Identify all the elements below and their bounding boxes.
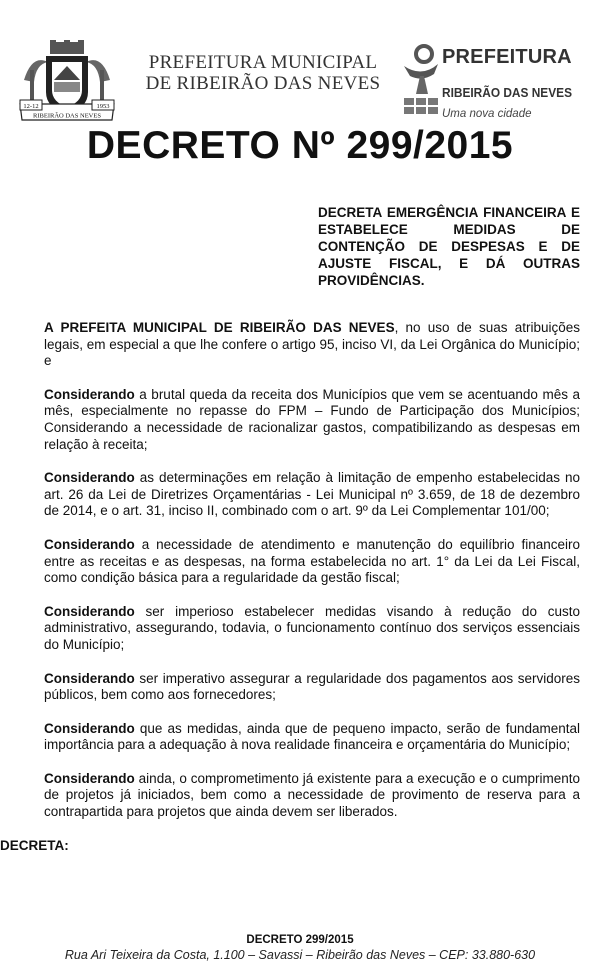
prefeitura-logo: [398, 38, 588, 133]
considerando-text: ser imperativo assegurar a regularidade dos pagamentos aos servidores públicos, bem como aos fornecedores;: [44, 670, 580, 703]
municipality-name: [128, 52, 398, 94]
letterhead: [0, 22, 600, 120]
footer-address: Rua Ari Teixeira da Costa, 1.100 – Savassi – Ribeirão das Neves – CEP: 33.880-630: [64, 948, 536, 962]
considerando-text: as determinações em relação à limitação de empenho estabelecidas no art. 26 da Lei de Diretrizes Orçamentárias - Lei Municipal nº 3.659, de 18 de dezembro de 2014, e o art. 31, inciso II, combinado com o art. 9º da Lei Complementar 101/00;: [44, 470, 580, 519]
footer-decree-title: DECRETO 299/2015: [246, 934, 354, 946]
decree-ementa: DECRETA EMERGÊNCIA FINANCEIRA E ESTABELECE MEDIDAS DE CONTENÇÃO DE DESPESAS E DE AJUSTE FISCAL, E DÁ OUTRAS PROVIDÊNCIAS.: [318, 205, 580, 288]
logo-slogan: Uma nova cidade: [442, 108, 532, 120]
coat-ribbon-text: RIBEIRÃO DAS NEVES: [33, 112, 101, 120]
considerando-text: ser imperioso estabelecer medidas visando à redução do custo administrativo, assegurando, todavia, o funcionamento contínuo dos serviços essenciais do Município;: [44, 603, 580, 652]
coat-year-left: 12-12: [23, 103, 39, 110]
municipality-line-1: PREFEITURA MUNICIPAL: [148, 52, 378, 73]
coat-of-arms-icon: [16, 40, 118, 128]
considerando-paragraph: [0, 537, 580, 587]
coat-year-right: 1953: [96, 103, 110, 110]
considerando-keyword: Considerando: [44, 770, 135, 786]
intro-rest: , no uso de suas atribuições legais, em especial a que lhe confere o artigo 95, inciso VI, da Lei Orgânica do Município; e: [44, 320, 581, 369]
logo-subtitle: RIBEIRÃO DAS NEVES: [442, 86, 573, 100]
considerando-paragraph: [0, 771, 580, 821]
considerando-paragraph: [0, 470, 580, 520]
prefeitura-logo-icon: [398, 44, 442, 124]
considerando-paragraph: [0, 604, 580, 654]
decreta-label: DECRETA:: [0, 837, 69, 853]
considerando-text: a necessidade de atendimento e manutenção do equilíbrio financeiro entre as receitas e as despesas, na forma estabelecida no art. 1° da Lei da Lei Fiscal, como condição básica para a regularidade da gestão fiscal;: [44, 536, 580, 586]
intro-paragraph: [0, 320, 580, 370]
considerando-text: que as medidas, ainda que de pequeno impacto, serão de fundamental importância para a adequação à nova realidade financeira e orçamentária do Município;: [44, 720, 580, 753]
considerando-paragraph: [0, 671, 580, 704]
decree-body: [0, 320, 580, 871]
decree-title: DECRETO Nº 299/2015: [86, 124, 514, 167]
logo-title: PREFEITURA: [442, 46, 572, 68]
considerando-paragraph: [0, 721, 580, 754]
considerando-keyword: Considerando: [44, 720, 135, 736]
municipality-line-2: DE RIBEIRÃO DAS NEVES: [145, 73, 381, 94]
considerando-keyword: Considerando: [44, 470, 135, 486]
considerando-text: ainda, o comprometimento já existente para a execução e o cumprimento de projetos já iniciados, bem como a necessidade de provimento de reserva para a contrapartida para projetos que ainda devem ser liberados.: [44, 770, 580, 820]
intro-lead: A PREFEITA MUNICIPAL DE RIBEIRÃO DAS NEVES: [44, 320, 395, 335]
considerando-keyword: Considerando: [44, 386, 135, 402]
considerando-text: a brutal queda da receita dos Municípios que vem se acentuando mês a mês, especialmente no repasse do FPM – Fundo de Participação dos Municípios; Considerando a necessidade de racionalizar gastos, compatibilizando as despesas em relação à receita;: [44, 386, 580, 452]
considerando-paragraph: [0, 387, 580, 453]
considerando-keyword: Considerando: [44, 603, 135, 619]
considerando-keyword: Considerando: [44, 536, 135, 552]
considerando-keyword: Considerando: [44, 670, 135, 686]
